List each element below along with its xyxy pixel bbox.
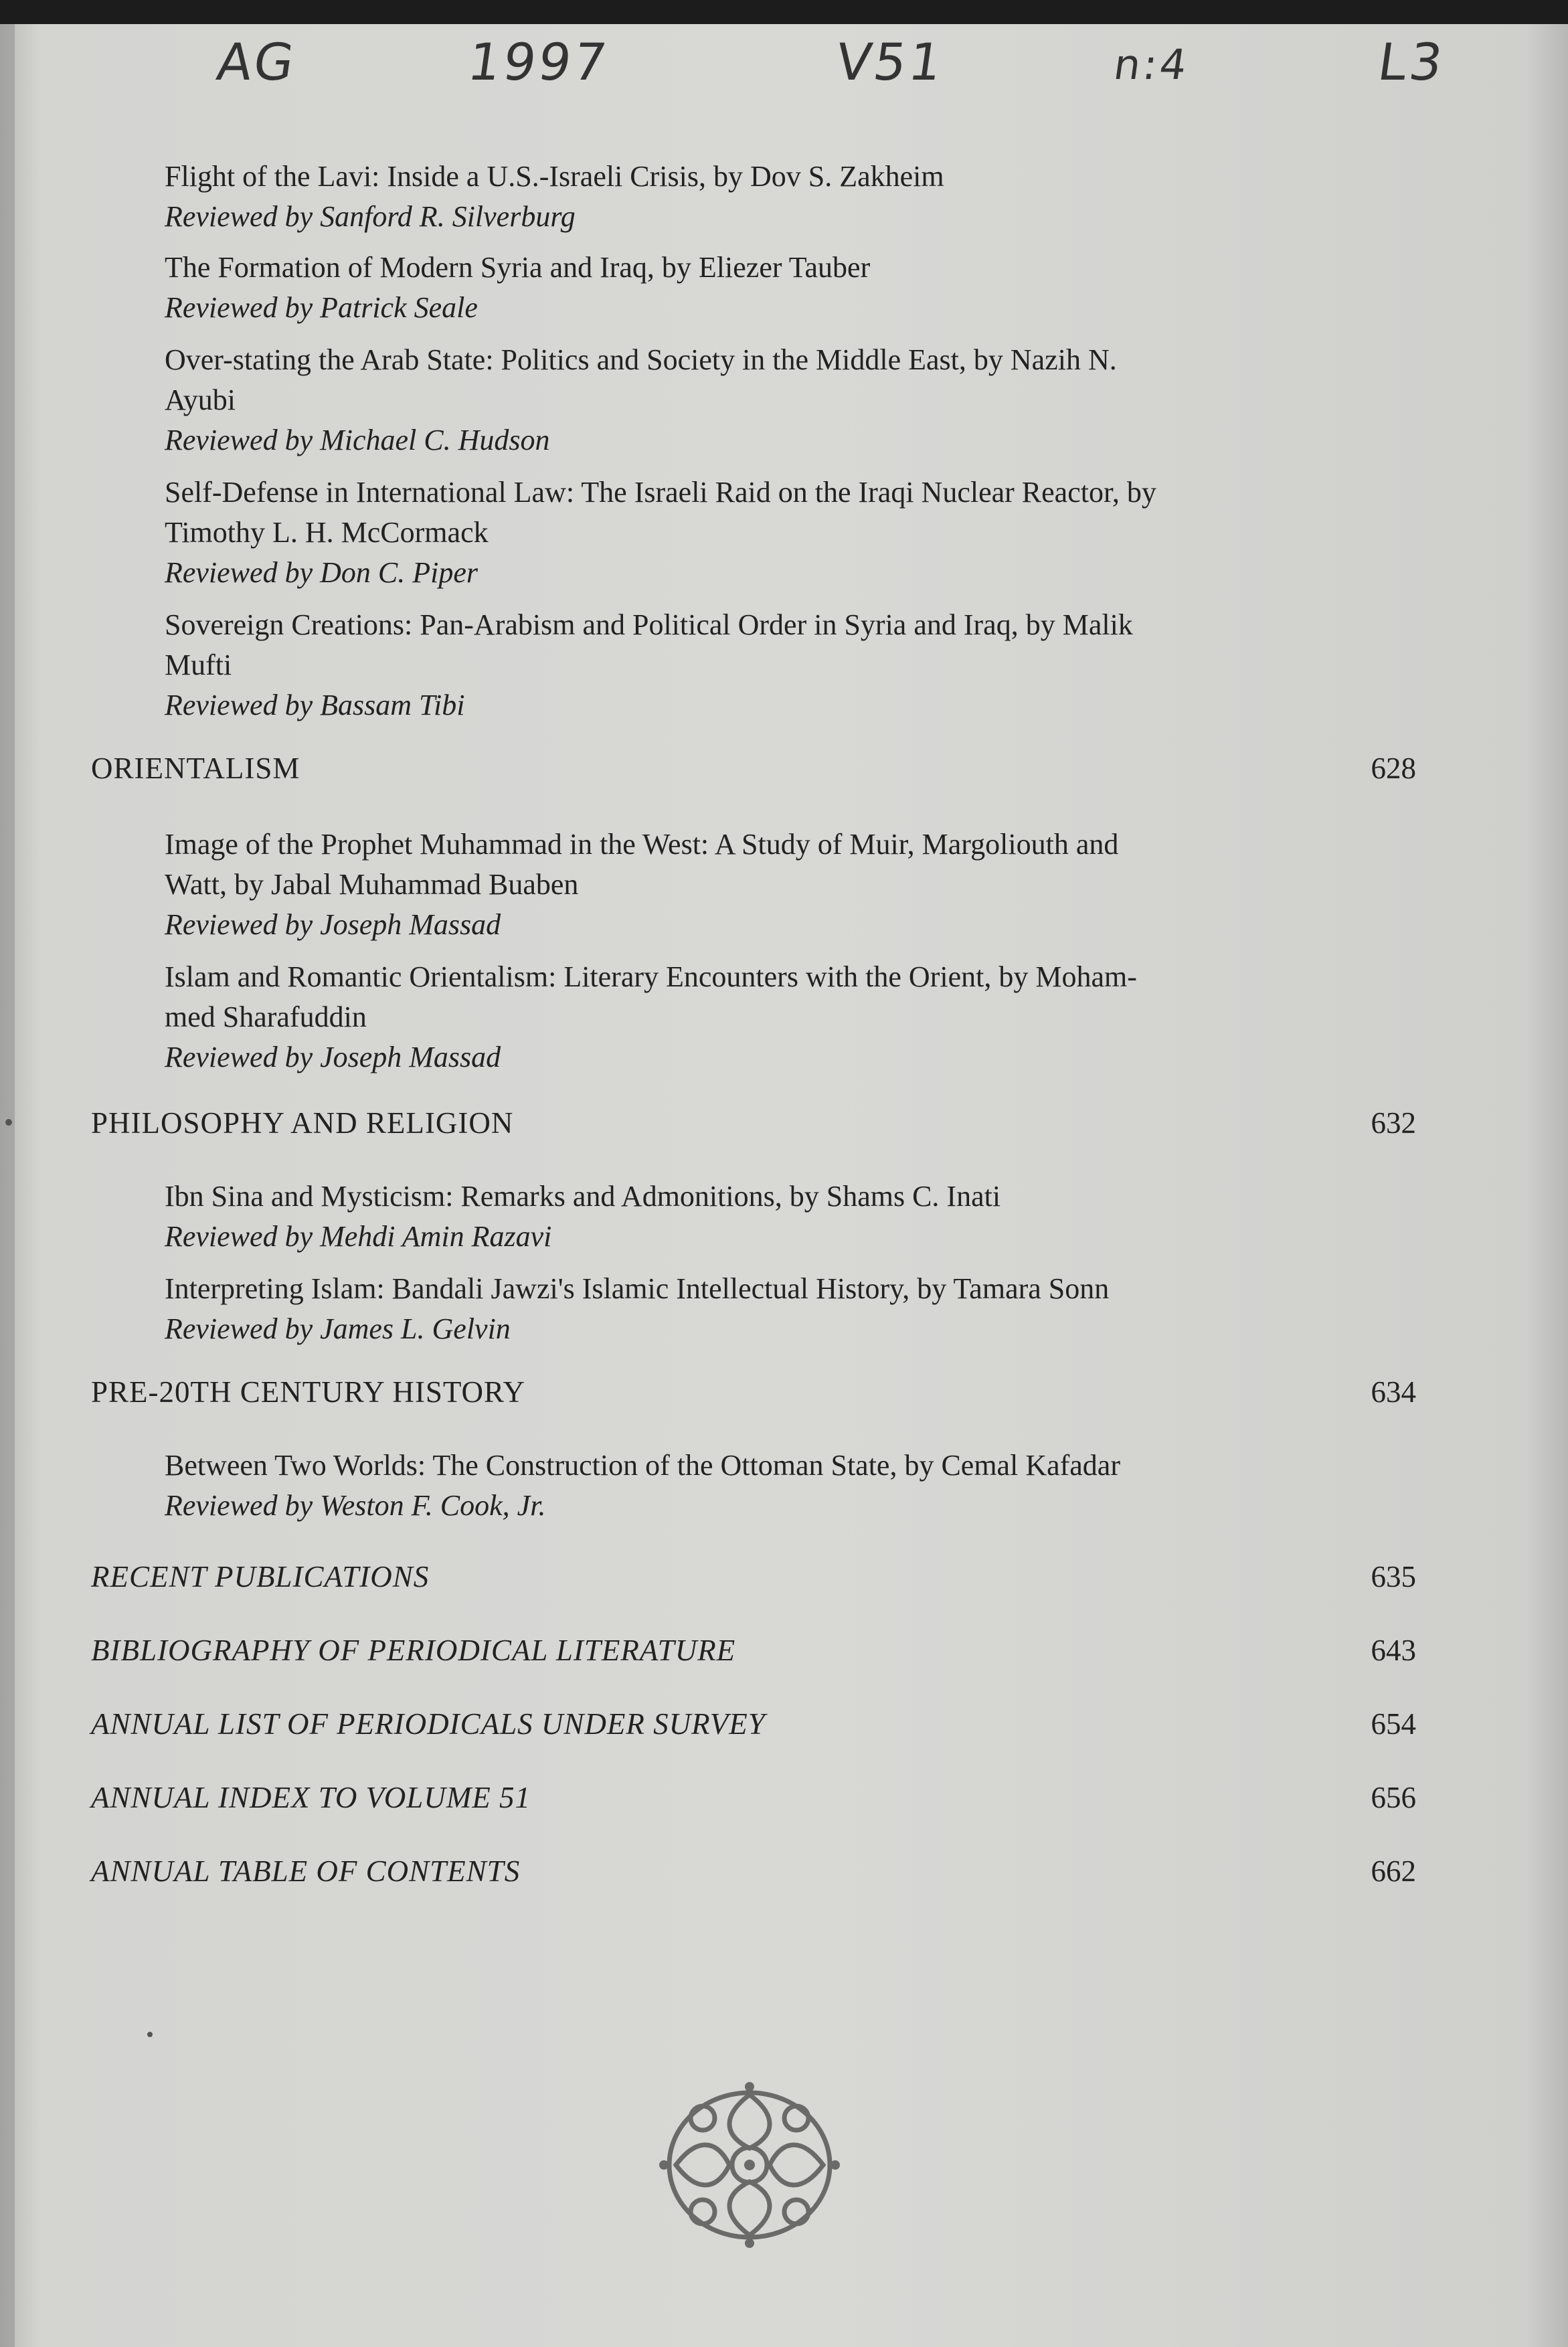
review-entry [165, 824, 1316, 945]
scan-speck [147, 2032, 153, 2037]
book-title-cont: Ayubi [165, 383, 236, 416]
book-title-cont: Mufti [165, 648, 232, 681]
review-entry [165, 1269, 1316, 1349]
section-heading-bibliography [91, 1630, 1416, 1670]
handwritten-note-5: L3 [1374, 32, 1449, 92]
review-entry [165, 340, 1316, 460]
book-title: Ibn Sina and Mysticism: Remarks and Admonitions, by Shams C. Inati [165, 1180, 1001, 1213]
section-title: ANNUAL LIST OF PERIODICALS UNDER SURVEY [91, 1707, 766, 1741]
book-title: Interpreting Islam: Bandali Jawzi's Islamic Intellectual History, by Tamara Sonn [165, 1272, 1110, 1305]
section-heading-annual-toc [91, 1851, 1416, 1891]
reviewer: Reviewed by Mehdi Amin Razavi [165, 1220, 552, 1253]
book-title: Image of the Prophet Muhammad in the West: A Study of Muir, Margoliouth and [165, 828, 1119, 861]
section-page-number: 632 [1371, 1106, 1416, 1140]
section-page-number: 656 [1371, 1781, 1416, 1814]
review-entry [165, 157, 1316, 237]
section-heading-annual-list [91, 1704, 1416, 1744]
review-entry [165, 957, 1316, 1077]
reviewer: Reviewed by Patrick Seale [165, 291, 478, 324]
book-title-cont: Watt, by Jabal Muhammad Buaben [165, 868, 579, 901]
section-page-number: 643 [1371, 1634, 1416, 1667]
book-title: Between Two Worlds: The Construction of the Ottoman State, by Cemal Kafadar [165, 1449, 1120, 1482]
review-entry [165, 472, 1316, 593]
book-title: Flight of the Lavi: Inside a U.S.-Israeli Crisis, by Dov S. Zakheim [165, 160, 944, 193]
handwritten-note-3: V51 [832, 32, 948, 92]
section-heading-philosophy [91, 1103, 1416, 1143]
section-title: ANNUAL TABLE OF CONTENTS [91, 1854, 521, 1888]
review-entry [165, 1446, 1316, 1526]
section-page-number: 654 [1371, 1707, 1416, 1741]
book-title: Self-Defense in International Law: The Israeli Raid on the Iraqi Nuclear Reactor, by [165, 476, 1156, 509]
reviewer: Reviewed by Bassam Tibi [165, 689, 465, 721]
review-entry [165, 248, 1316, 328]
section-heading-orientalism [91, 748, 1416, 788]
reviewer: Reviewed by Sanford R. Silverburg [165, 200, 576, 233]
scan-speck [5, 1119, 12, 1126]
handwritten-note-4: n:4 [1110, 40, 1193, 89]
section-heading-recent-publications [91, 1557, 1416, 1597]
review-entry [165, 1177, 1316, 1257]
page-edge-shadow [0, 0, 15, 2347]
book-title: Over-stating the Arab State: Politics and Society in the Middle East, by Nazih N. [165, 343, 1117, 376]
book-title-cont: Timothy L. H. McCormack [165, 516, 489, 549]
section-page-number: 635 [1371, 1560, 1416, 1593]
section-page-number: 634 [1371, 1375, 1416, 1409]
reviewer: Reviewed by James L. Gelvin [165, 1312, 511, 1345]
ornament-icon [649, 2075, 850, 2255]
book-title: Islam and Romantic Orientalism: Literary Encounters with the Orient, by Moham- [165, 960, 1137, 993]
reviewer: Reviewed by Joseph Massad [165, 908, 501, 941]
handwritten-note-2: 1997 [464, 32, 613, 92]
reviewer: Reviewed by Joseph Massad [165, 1041, 501, 1073]
section-title: BIBLIOGRAPHY OF PERIODICAL LITERATURE [91, 1634, 736, 1667]
book-title: Sovereign Creations: Pan-Arabism and Political Order in Syria and Iraq, by Malik [165, 608, 1133, 641]
reviewer: Reviewed by Don C. Piper [165, 556, 478, 589]
section-page-number: 628 [1371, 752, 1416, 785]
review-entry [165, 605, 1316, 725]
section-title: ORIENTALISM [91, 752, 300, 785]
section-heading-annual-index [91, 1777, 1416, 1818]
section-page-number: 662 [1371, 1854, 1416, 1888]
section-title: ANNUAL INDEX TO VOLUME 51 [91, 1781, 531, 1814]
section-title: PHILOSOPHY AND RELIGION [91, 1106, 514, 1140]
handwritten-note-1: AG [213, 32, 300, 92]
section-title: RECENT PUBLICATIONS [91, 1560, 430, 1593]
reviewer: Reviewed by Weston F. Cook, Jr. [165, 1489, 546, 1522]
scan-top-border [0, 0, 1568, 24]
book-title-cont: med Sharafuddin [165, 1001, 367, 1033]
section-heading-history [91, 1372, 1416, 1412]
book-title: The Formation of Modern Syria and Iraq, by Eliezer Tauber [165, 251, 871, 284]
section-title: PRE-20TH CENTURY HISTORY [91, 1375, 526, 1409]
reviewer: Reviewed by Michael C. Hudson [165, 424, 550, 456]
